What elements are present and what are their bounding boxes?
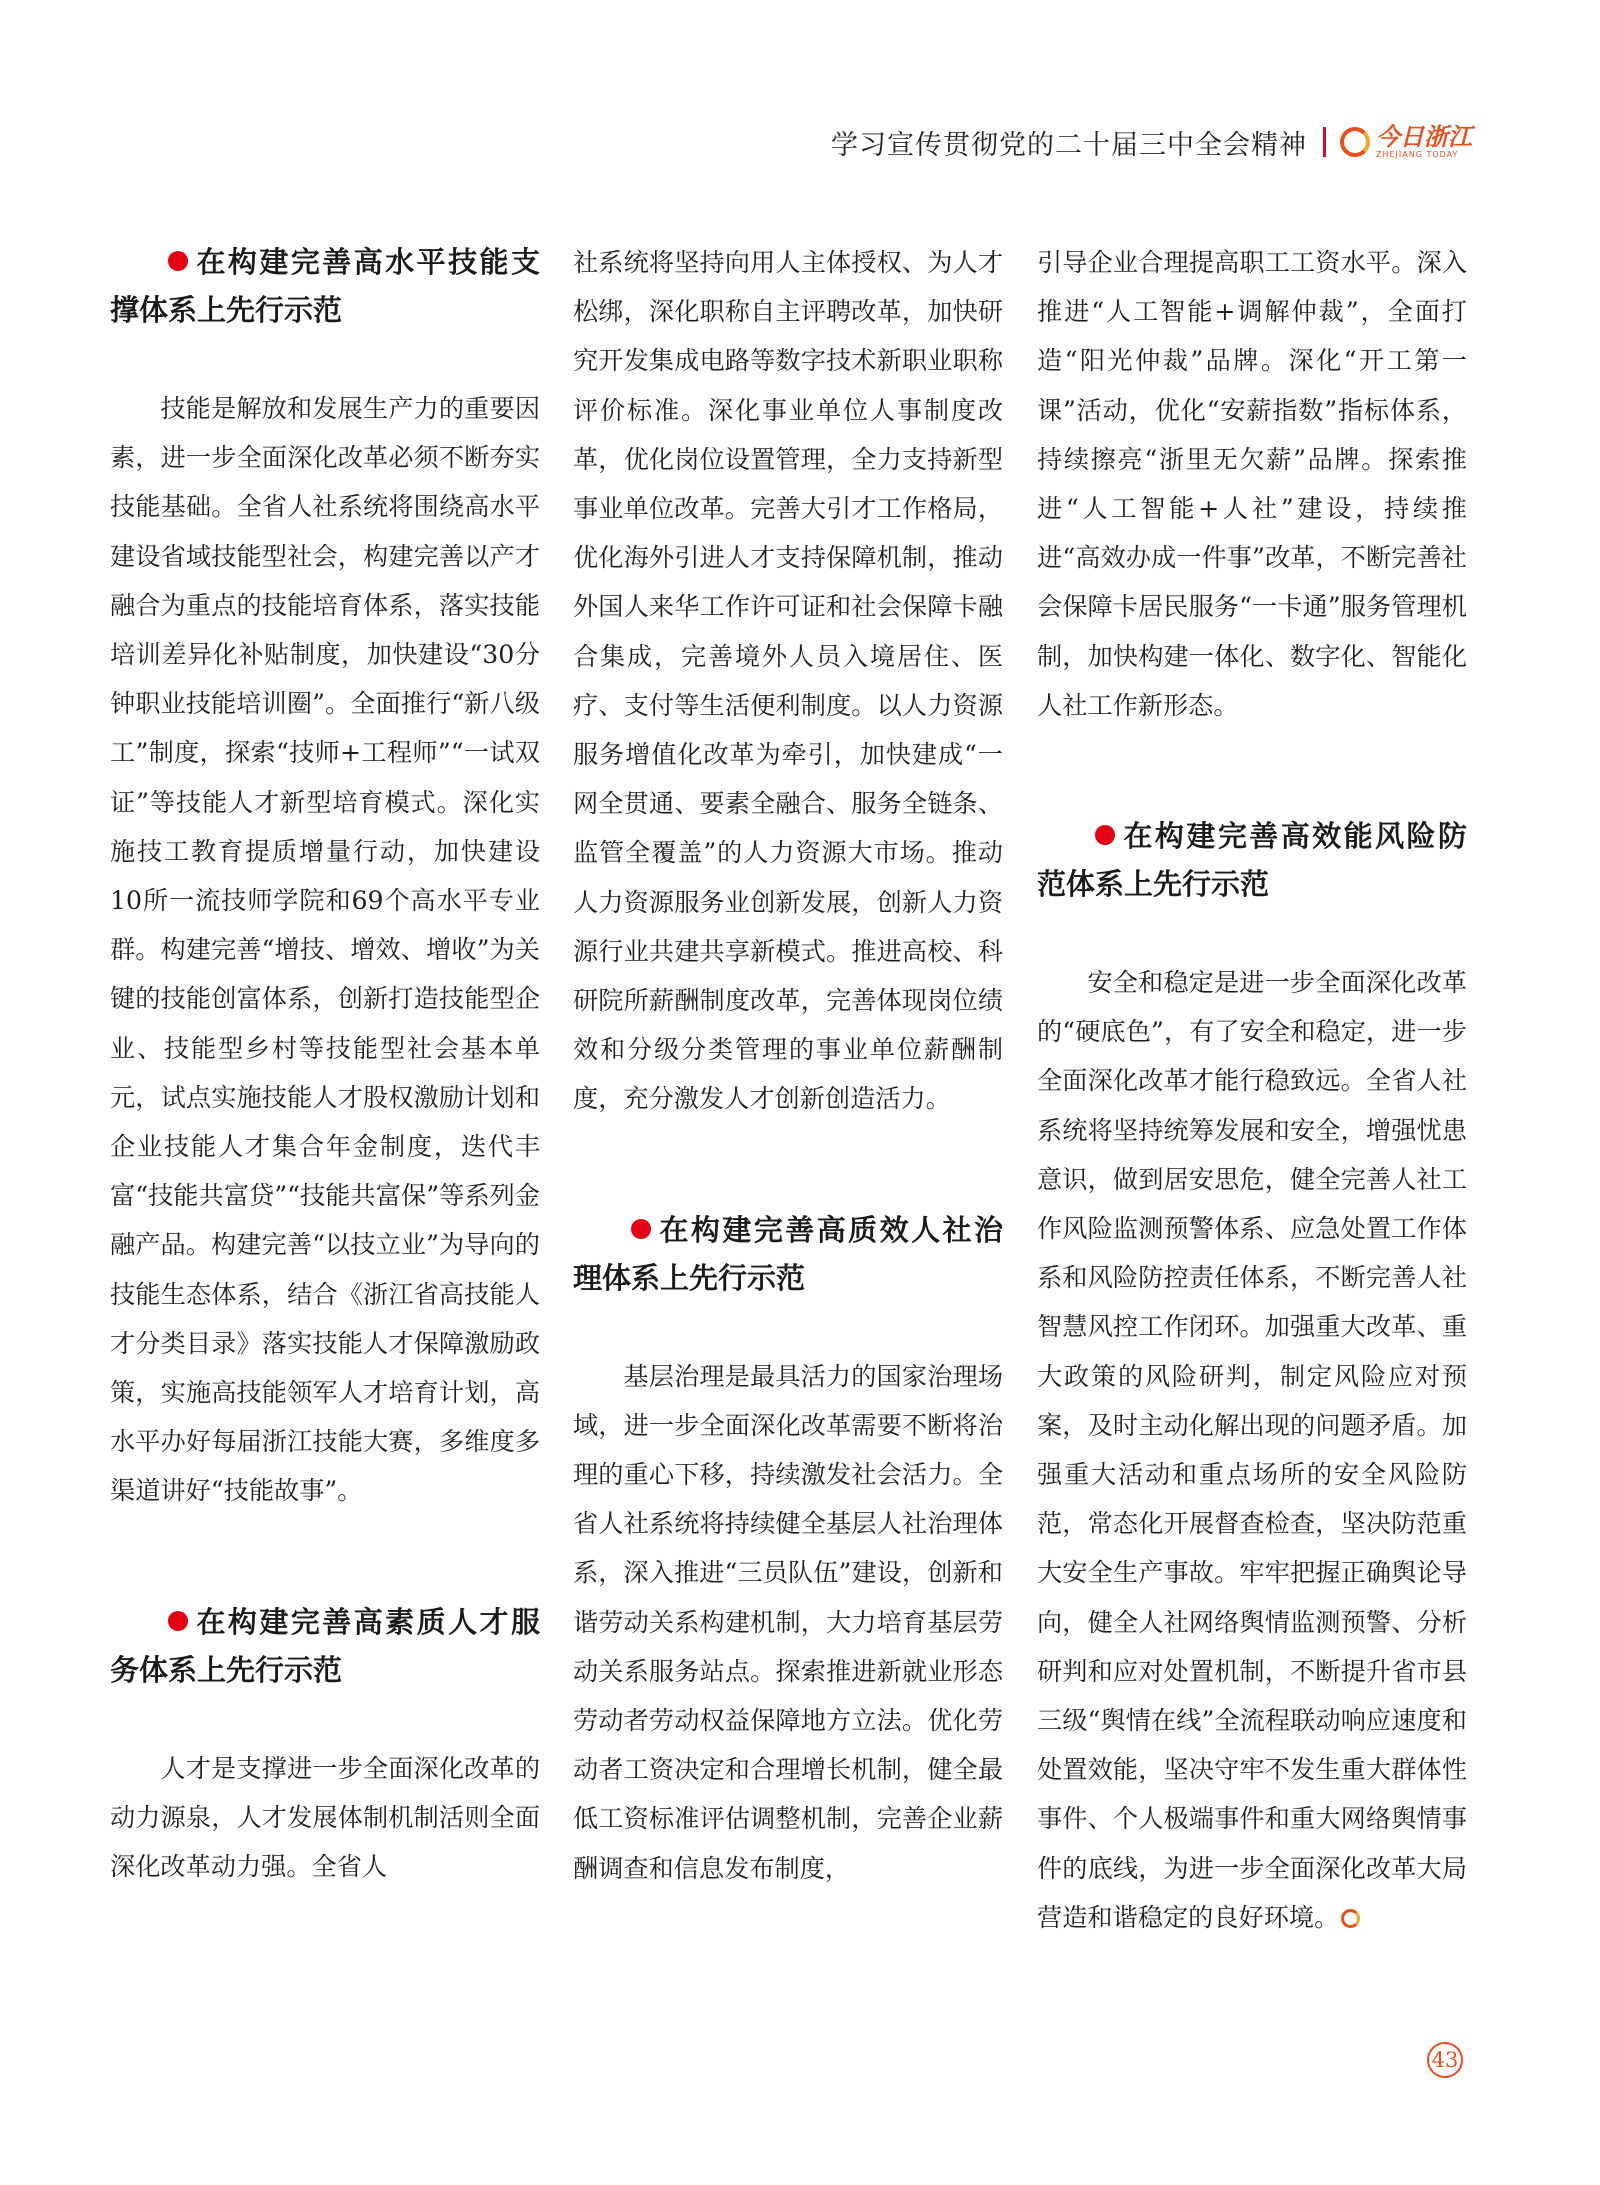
article-column-3 [1037,238,1467,1942]
logo-swirl-icon [1340,127,1370,157]
article-end-icon [1341,1909,1360,1928]
page-number: 43 [1427,2042,1463,2078]
article-column-2 [573,238,1003,1893]
header-title: 学习宣传贯彻党的二十届三中全会精神 [831,129,1307,161]
paragraph-governance-continued: 引导企业合理提高职工工资水平。深入推进“人工智能+调解仲裁”，全面打造“阳光仲裁”品牌。深化“开工第一课”活动，优化“安薪指数”指标体系，持续擦亮“浙里无欠薪”品牌。探索推进“人工智能+人社”建设，持续推进“高效办成一件事”改革，不断完善社会保障卡居民服务“一卡通”服务管理机制，加快构建一体化、数字化、智能化人社工作新形态。 [1037,248,1467,720]
paragraph-risk: 安全和稳定是进一步全面深化改革的“硬底色”，有了安全和稳定，进一步全面深化改革才能行稳致远。全省人社系统将坚持统筹发展和安全，增强忧患意识，做到居安思危，健全完善人社工作风险监测预警体系、应急处置工作体系和风险防控责任体系，不断完善人社智慧风控工作闭环。加强重大改革、重大政策的风险研判，制定风险应对预案，及时主动化解出现的问题矛盾。加强重大活动和重点场所的安全风险防范，常态化开展督查检查，坚决防范重大安全生产事故。牢牢把握正确舆论导向，健全人社网络舆情监测预警、分析研判和应对处置机制，不断提升省市县三级“舆情在线”全流程联动响应速度和处置效能，坚决守牢不发生重大群体性事件、个人极端事件和重大网络舆情事件的底线，为进一步全面深化改革大局营造和谐稳定的良好环境。 [1037,968,1467,1932]
header-divider [1323,127,1326,157]
logo-english-name: ZHEJIANG TODAY [1376,150,1459,159]
red-bullet-icon [168,1611,188,1631]
paragraph-skills: 技能是解放和发展生产力的重要因素，进一步全面深化改革必须不断夯实技能基础。全省人社系统将围绕高水平建设省域技能型社会，构建完善以产才融合为重点的技能培育体系，落实技能培训差异化补贴制度，加快建设“30分钟职业技能培训圈”。全面推行“新八级工”制度，探索“技师+工程师”“一试双证”等技能人才新型培育模式。深化实施技工教育提质增量行动，加快建设10所一流技师学院和69个高水平专业群。构建完善“增技、增效、增收”为关键的技能创富体系，创新打造技能型企业、技能型乡村等技能型社会基本单元，试点实施技能人才股权激励计划和企业技能人才集合年金制度，迭代丰富“技能共富贷”“技能共富保”等系列金融产品。构建完善“以技立业”为导向的技能生态体系，结合《浙江省高技能人才分类目录》落实技能人才保障激励政策，实施高技能领军人才培育计划，高水平办好每届浙江技能大赛，多维度多渠道讲好“技能故事”。 [110,394,540,1506]
magazine-logo [1340,122,1472,159]
logo-chinese-name: 今日浙江 [1376,122,1472,151]
paragraph-governance: 基层治理是最具活力的国家治理场域，进一步全面深化改革需要不断将治理的重心下移，持续激发社会活力。全省人社系统将持续健全基层人社治理体系，深入推进“三员队伍”建设，创新和谐劳动关系构建机制，大力培育基层劳动关系服务站点。探索推进新就业形态劳动者劳动权益保障地方立法。优化劳动者工资决定和合理增长机制，健全最低工资标准评估调整机制，完善企业薪酬调查和信息发布制度， [573,1361,1003,1883]
section-heading-governance: 在构建完善高质效人社治理体系上先行示范 [573,1212,1003,1295]
red-bullet-icon [1095,825,1115,845]
red-bullet-icon [631,1219,651,1239]
article-column-1 [110,238,540,1891]
section-heading-risk: 在构建完善高效能风险防范体系上先行示范 [1037,819,1467,902]
section-heading-talent: 在构建完善高素质人才服务体系上先行示范 [110,1604,540,1687]
paragraph-talent-continued: 社系统将坚持向用人主体授权、为人才松绑，深化职称自主评聘改革，加快研究开发集成电路等数字技术新职业职称评价标准。深化事业单位人事制度改革，优化岗位设置管理，全力支持新型事业单位改革。完善大引才工作格局，优化海外引进人才支持保障机制，推动外国人来华工作许可证和社会保障卡融合集成，完善境外人员入境居住、医疗、支付等生活便利制度。以人力资源服务增值化改革为牵引，加快建成“一网全贯通、要素全融合、服务全链条、监管全覆盖”的人力资源大市场。推动人力资源服务业创新发展，创新人力资源行业共建共享新模式。推进高校、科研院所薪酬制度改革，完善体现岗位绩效和分级分类管理的事业单位薪酬制度，充分激发人才创新创造活力。 [573,248,1003,1114]
red-bullet-icon [168,251,188,271]
page-header [831,118,1472,166]
section-heading-skills: 在构建完善高水平技能支撑体系上先行示范 [110,245,540,327]
paragraph-talent-start: 人才是支撑进一步全面深化改革的动力源泉，人才发展体制机制活则全面深化改革动力强。全省人 [110,1753,540,1882]
